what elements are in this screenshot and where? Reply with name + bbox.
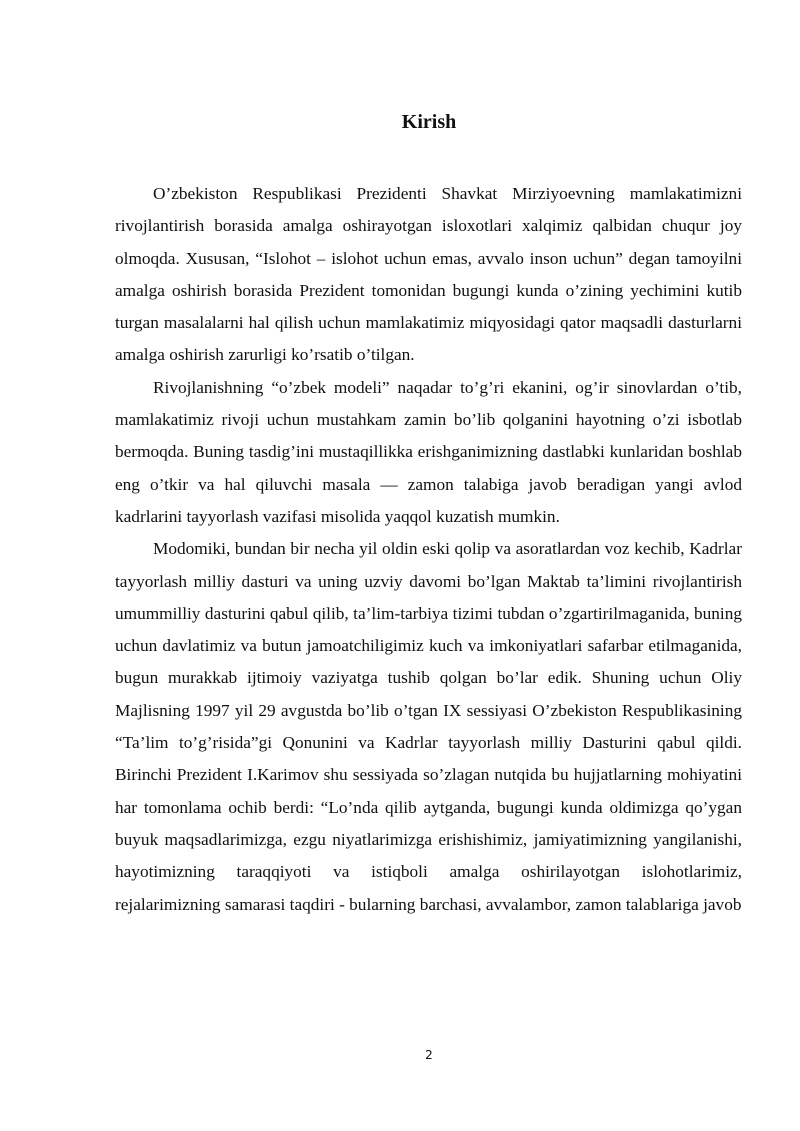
section-title: Kirish — [401, 111, 457, 133]
paragraph-3: Modomiki, bundan bir necha yil oldin eski qolip va asoratlardan voz kechib, Kadrlar tayyorlash milliy dasturi va uning uzviy davomi bo’lgan Maktab ta’limini rivojlantirish umummilliy dasturini qabul qilib, ta’lim-tarbiya tizimi tubdan o’zgartirilmaganida, buning uchun davlatimiz va butun jamoatchiligimiz kuch va imkoniyatlari safarbar etilmaganida, bugun murakkab ijtimoiy vaziyatga tushib qolgan bo’lar edik. Shuning uchun Oliy Majlisning 1997 yil 29 avgustda bo’lib o’tgan IX sessiyasi O’zbekiston Respublikasining “Ta’lim to’g’risida”gi Qonunini va Kadrlar tayyorlash milliy Dasturini qabul qildi. Birinchi Prezident I.Karimov shu sessiyada so’zlagan nutqida bu hujjatlarning mohiyatini har tomonlama ochib berdi: “Lo’nda qilib aytganda, bugungi kunda oldimizga qo’ygan buyuk maqsadlarimizga, ezgu niyatlarimizga erishishimiz, jamiyatimizning yangilanishi, hayotimizning taraqqiyoti va istiqboli amalga oshirilayotgan islohotlarimiz, rejalarimizning samarasi taqdiri - bularning barchasi, avvalambor, zamon talablariga javob — [115, 539, 742, 914]
paragraph-1: O’zbekiston Respublikasi Prezidenti Shavkat Mirziyoevning mamlakatimizni rivojlantirish borasida amalga oshirayotgan isloxotlari xalqimiz qalbidan chuqur joy olmoqda. Xususan, “Islohot – islohot uchun emas, avvalo inson uchun” degan tamoyilni amalga oshirish borasida Prezident tomonidan bugungi kunda o’zining yechimini kutib turgan masalalarni hal qilish uchun mamlakatimiz miqyosidagi qator maqsadli dasturlarni amalga oshirish zarurligi ko’rsatib o’tilgan. — [115, 184, 742, 365]
paragraph-2: Rivojlanishning “o’zbek modeli” naqadar to’g’ri ekanini, og’ir sinovlardan o’tib, mamlakatimiz rivoji uchun mustahkam zamin bo’lib qolganini hayotning o’zi isbotlab bermoqda. Buning tasdig’ini mustaqillikka erishganimizning dastlabki kunlaridan boshlab eng o’tkir va hal qiluvchi masala — zamon talabiga javob beradigan yangi avlod kadrlarini tayyorlash vazifasi misolida yaqqol kuzatish mumkin. — [115, 377, 742, 526]
document-body — [115, 178, 742, 921]
page-number: 2 — [425, 1048, 433, 1062]
